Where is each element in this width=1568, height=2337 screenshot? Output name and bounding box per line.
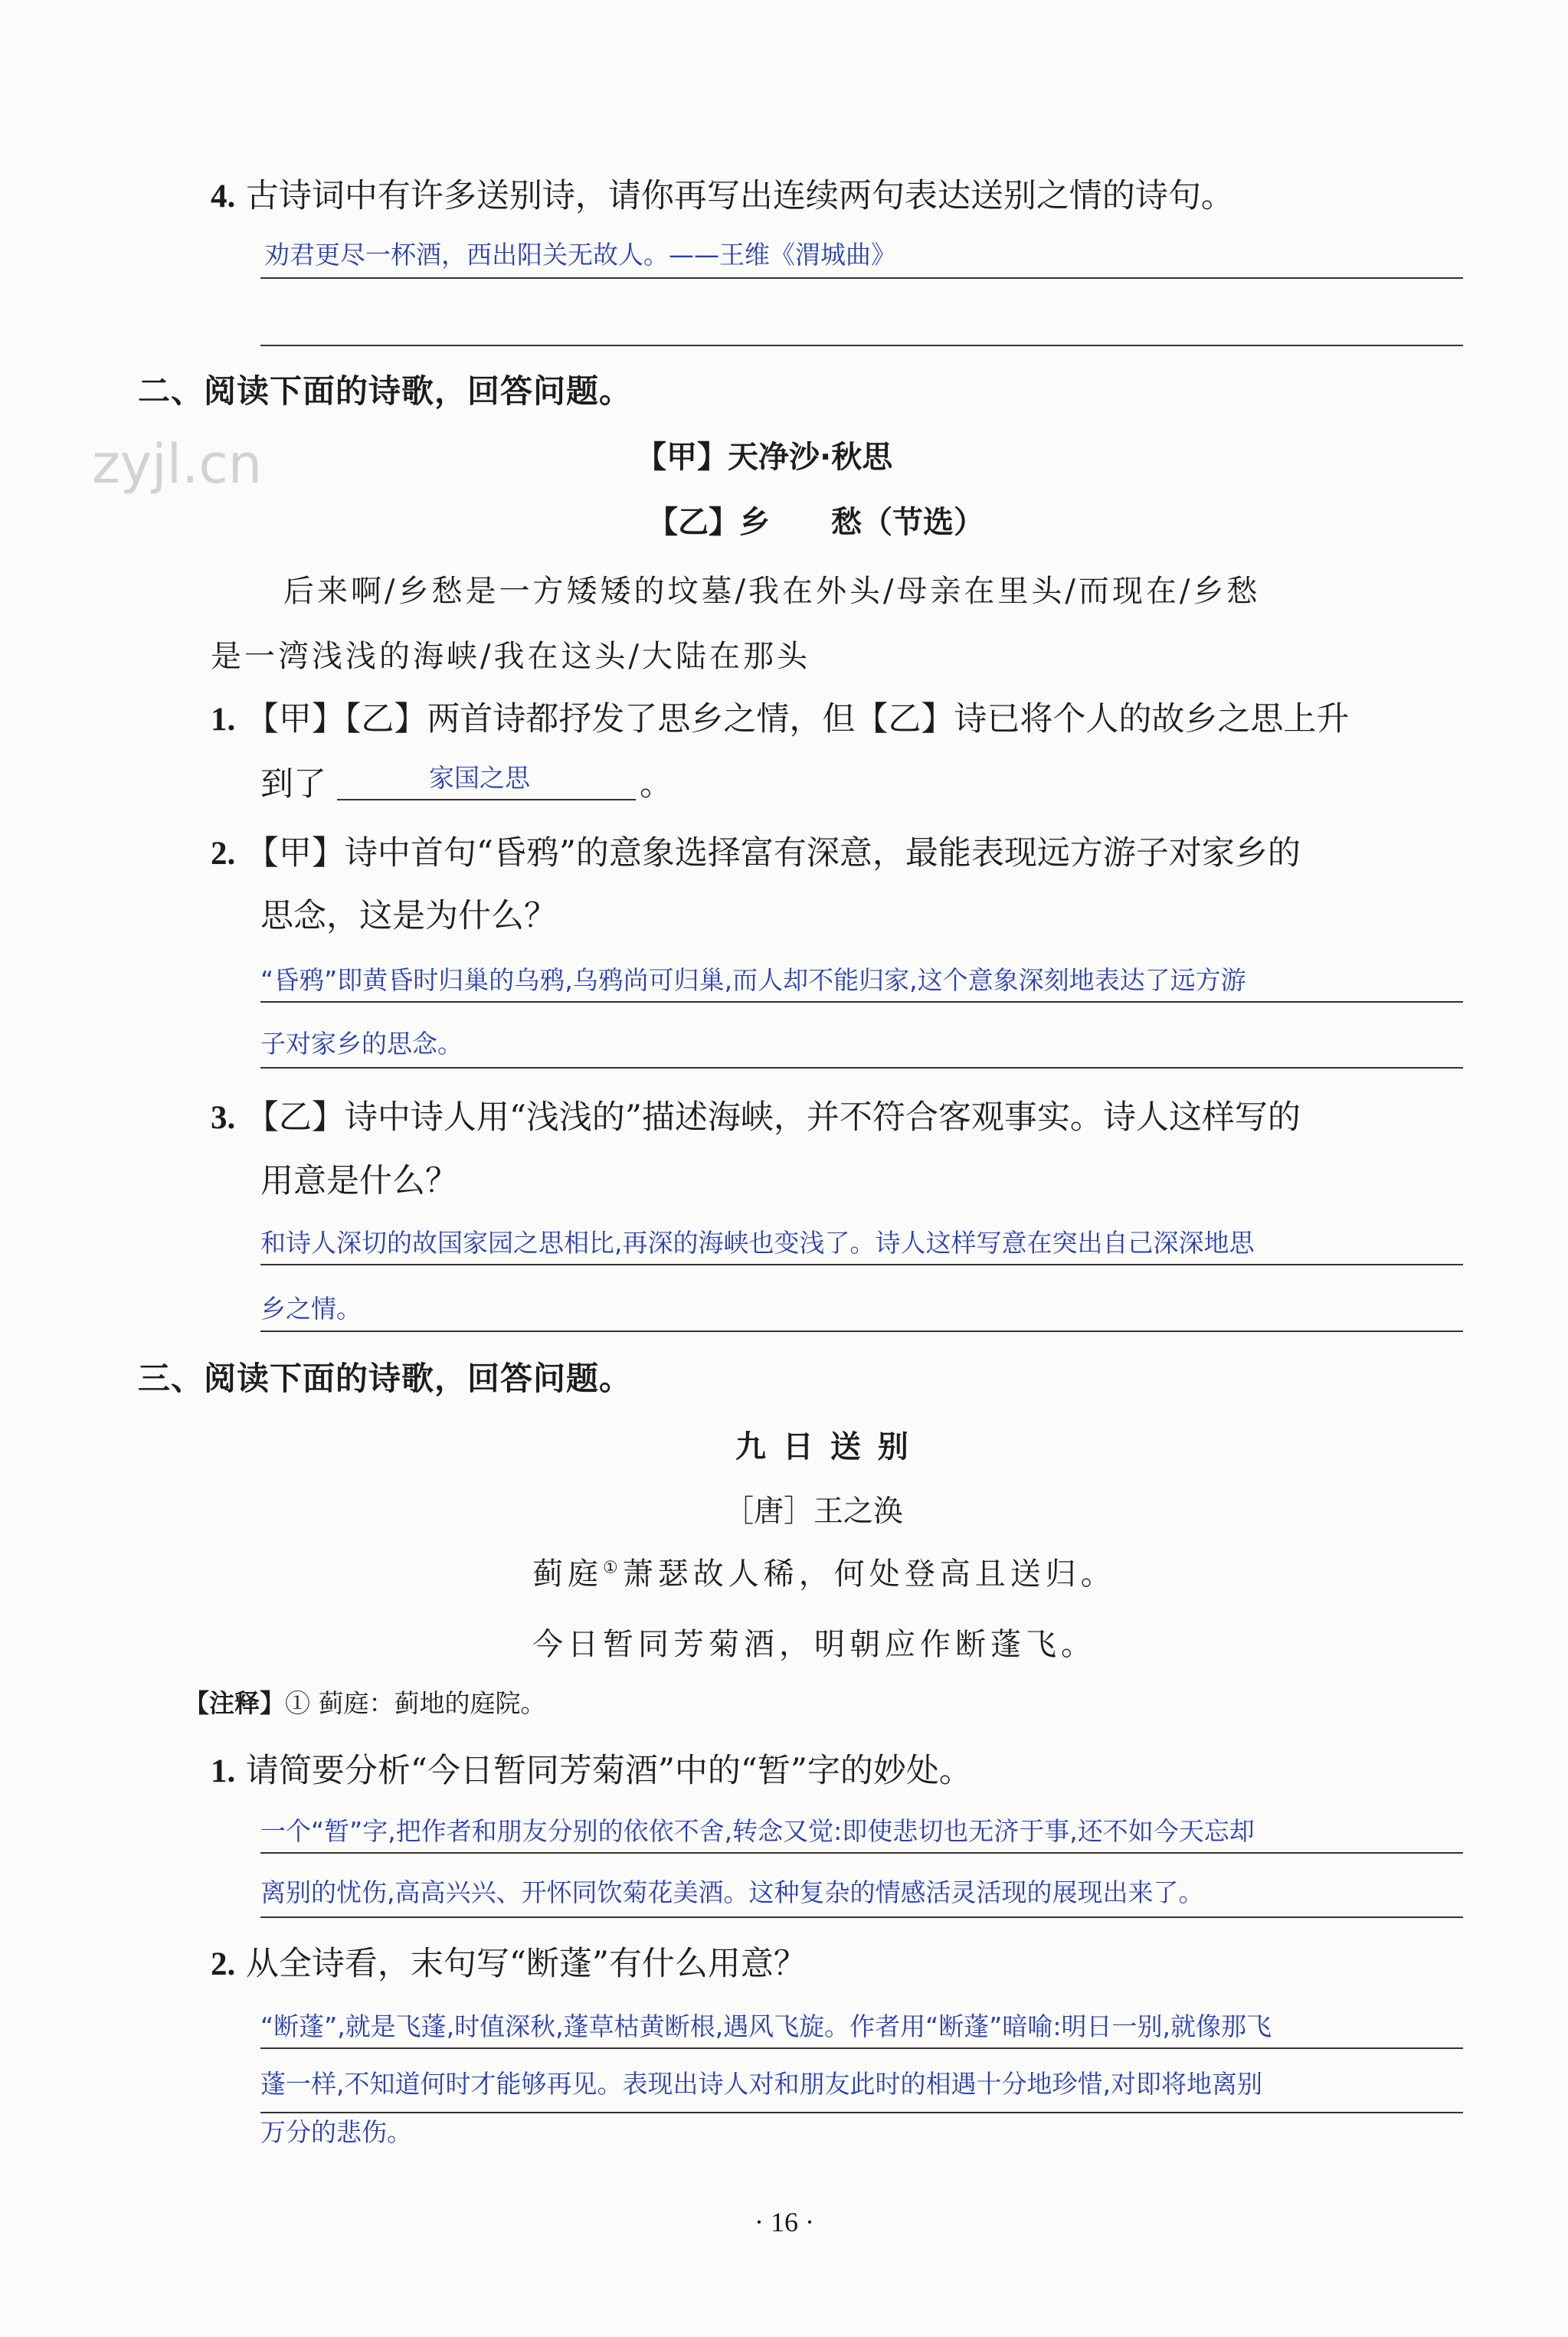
- answer-text: 乡之情。: [260, 1294, 362, 1324]
- answer-line: [260, 1067, 1463, 1069]
- question-text: 从全诗看，末句写“断蓬”有什么用意？: [245, 1945, 807, 1983]
- answer-line: [260, 1001, 1463, 1003]
- poem-title-b: 【乙】乡 愁（节选）: [647, 505, 984, 540]
- answer-line: [260, 1264, 1463, 1265]
- question-number: 2.: [211, 1946, 236, 1982]
- annotation-text: ① 蓟庭：蓟地的庭院。: [285, 1688, 546, 1718]
- answer-text: “断蓬”,就是飞蓬,时值深秋,蓬草枯黄断根,遇风飞旋。作者用“断蓬”暗喻:明日一别,就像那飞: [260, 2011, 1272, 2041]
- question-text: 【乙】诗中诗人用“浅浅的”描述海峡，并不符合客观事实。诗人这样写的: [245, 1098, 1301, 1137]
- annotation: [184, 1684, 546, 1720]
- question-number: 3.: [211, 1100, 236, 1136]
- answer-text: 蓬一样,不知道何时才能够再见。表现出诗人对和朋友此时的相遇十分地珍惜,对即将地离别: [260, 2069, 1262, 2099]
- answer-line: [260, 1916, 1463, 1918]
- answer-text: 一个“暂”字,把作者和朋友分别的依依不舍,转念又觉:即使悲切也无济于事,还不如今天忘却: [260, 1816, 1255, 1846]
- question-number: 2.: [211, 836, 236, 872]
- question-1: [211, 693, 1349, 740]
- fill-prefix: 到了: [260, 765, 326, 804]
- poem-line: 今日暂同芳菊酒，明朝应作断蓬飞。: [532, 1627, 1096, 1662]
- fill-answer: 家国之思: [429, 763, 530, 793]
- question-3: [211, 1092, 1301, 1138]
- answer-text: 和诗人深切的故国家园之思相比,再深的海峡也变浅了。诗人这样写意在突出自己深深地思: [260, 1228, 1255, 1258]
- poem-line: 后来啊/乡愁是一方矮矮的坟墓/我在外头/母亲在里头/而现在/乡愁: [283, 574, 1261, 609]
- answer-line: [260, 2047, 1463, 2049]
- poem-author: ［唐］王之涣: [724, 1494, 904, 1529]
- question-text: 古诗词中有许多送别诗，请你再写出连续两句表达送别之情的诗句。: [245, 177, 1234, 215]
- poem-title: 九 日 送 别: [735, 1429, 912, 1465]
- footnote-marker: ①: [603, 1558, 623, 1578]
- question-text: 【甲】【乙】两首诗都抒发了思乡之情，但【乙】诗已将个人的故乡之思上升: [245, 700, 1350, 738]
- question-number: 4.: [211, 178, 236, 214]
- poem-line: [532, 1550, 1116, 1593]
- annotation-label: 【注释】: [184, 1688, 285, 1718]
- watermark: zyjl.cn: [92, 433, 263, 496]
- answer-line: [260, 1331, 1463, 1332]
- question-text-cont: 思念，这是为什么？: [260, 897, 557, 935]
- poem-line: 是一湾浅浅的海峡/我在这头/大陆在那头: [211, 639, 810, 674]
- section-heading: 三、阅读下面的诗歌，回答问题。: [138, 1360, 633, 1397]
- question-2: [211, 827, 1301, 874]
- answer-text: 子对家乡的思念。: [260, 1029, 463, 1059]
- poem-word: 蓟庭: [532, 1556, 603, 1592]
- question-number: 1.: [211, 702, 236, 738]
- question-text: 请简要分析“今日暂同芳菊酒”中的“暂”字的妙处。: [245, 1752, 972, 1790]
- answer-text: 离别的忧伤,高高兴兴、开怀同饮菊花美酒。这种复杂的情感活灵活现的展现出来了。: [260, 1877, 1204, 1907]
- poem-title-a: 【甲】天净沙·秋思: [636, 440, 893, 475]
- answer-text: “昏鸦”即黄昏时归巢的乌鸦,乌鸦尚可归巢,而人却不能归家,这个意象深刻地表达了远方游: [260, 965, 1246, 995]
- question-text-cont: [260, 758, 326, 805]
- section-heading: 二、阅读下面的诗歌，回答问题。: [138, 372, 633, 410]
- answer-line: [260, 345, 1463, 346]
- question-1: [211, 1745, 972, 1792]
- question-2: [211, 1938, 807, 1985]
- answer-line: [260, 1852, 1463, 1854]
- question-text-cont: 用意是什么？: [260, 1162, 458, 1200]
- poem-text: 萧瑟故人稀，何处登高且送归。: [622, 1556, 1116, 1592]
- question-number: 1.: [211, 1753, 236, 1789]
- answer-text: 万分的悲伤。: [260, 2117, 412, 2147]
- fill-suffix: 。: [640, 765, 673, 804]
- page-number: · 16 ·: [755, 2207, 814, 2237]
- fill-blank-line: [337, 799, 636, 800]
- answer-text: 劝君更尽一杯酒，西出阳关无故人。——王维《渭城曲》: [264, 240, 896, 270]
- question-text: 【甲】诗中首句“昏鸦”的意象选择富有深意，最能表现远方游子对家乡的: [245, 834, 1301, 872]
- answer-line: [260, 2112, 1463, 2113]
- answer-line: [260, 277, 1463, 279]
- question-4: [211, 170, 1234, 217]
